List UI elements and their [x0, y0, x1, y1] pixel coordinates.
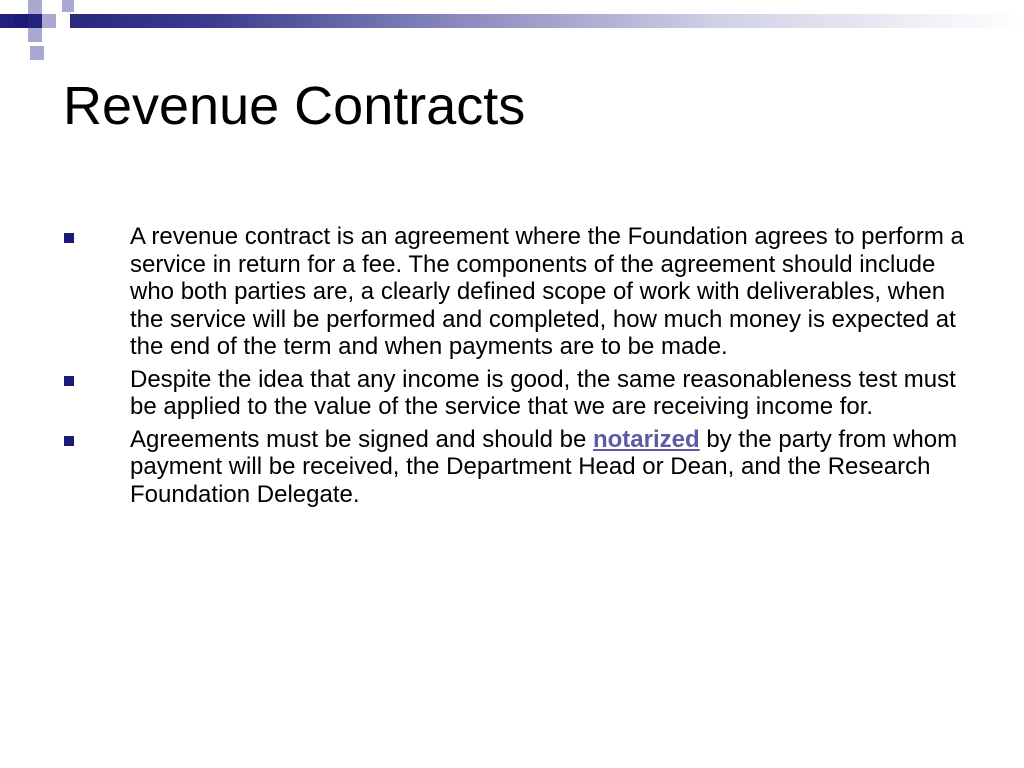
notarized-link[interactable]: notarized [592, 425, 700, 453]
bullet-text: A revenue contract is an agreement where the Foundation agrees to perform a service in return for a fee. The components of the agreement should include who both parties are, a clearly defined scope of work with deliverables, when the service will be performed and completed, how much money is expected at the end of the term and when payments are to be made. [130, 223, 964, 360]
bullet-text-before-link: Agreements must be signed and should be [130, 425, 593, 453]
square-bullet-icon [64, 376, 74, 386]
bullet-text-after-link: by the party from whom payment will be received, the Department Head or Dean, and the Research Foundation Delegate. [130, 425, 958, 508]
square-bullet-icon [64, 436, 74, 446]
bullet-text: Despite the idea that any income is good, the same reasonableness test must be applied to the value of the service that we are receiving income for. [130, 365, 956, 420]
corner-square [62, 0, 74, 12]
bullet-text [130, 426, 957, 508]
corner-square [14, 14, 28, 28]
bullet-item [0, 426, 1024, 509]
bullet-item [0, 366, 1024, 421]
slide-title: Revenue Contracts [63, 76, 526, 136]
corner-square [42, 14, 56, 28]
square-bullet-icon [64, 233, 74, 243]
corner-square [56, 14, 70, 28]
header-gradient-bar [0, 14, 1024, 28]
corner-square [28, 0, 42, 14]
corner-square [28, 28, 42, 42]
corner-square [30, 46, 44, 60]
bullet-list [0, 223, 1024, 513]
bullet-item [0, 223, 1024, 361]
